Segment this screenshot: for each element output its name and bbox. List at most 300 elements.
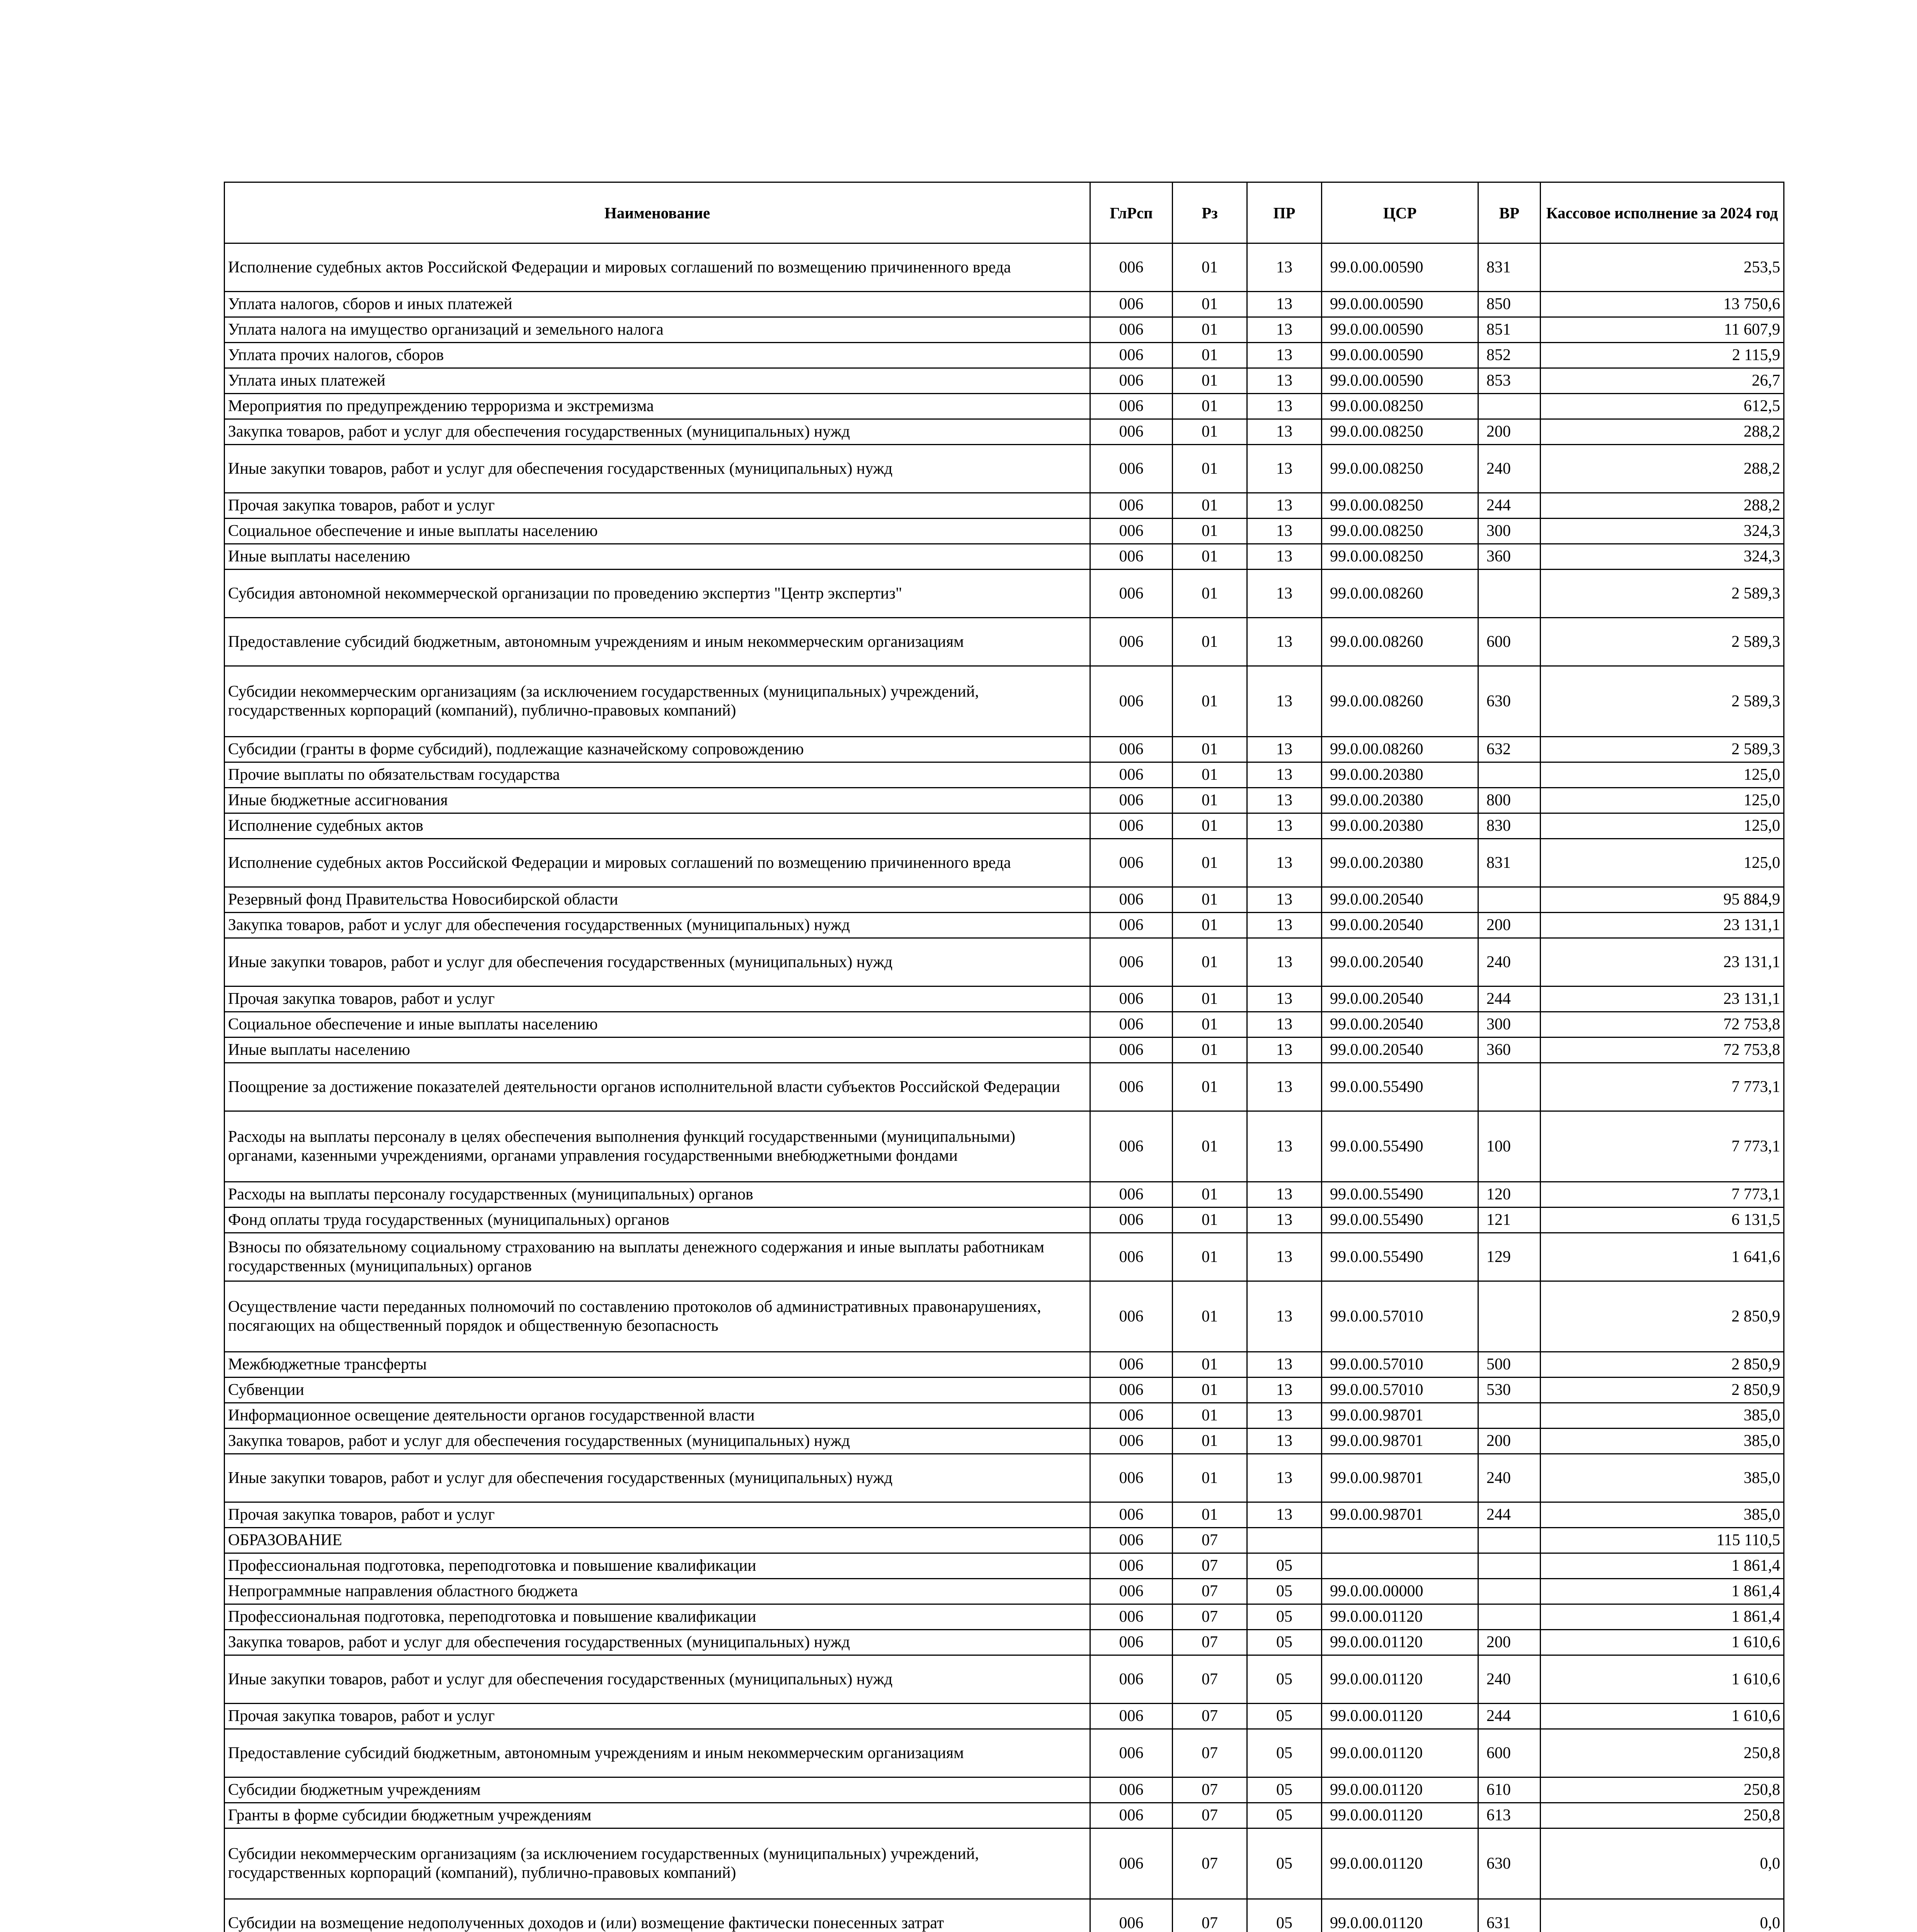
table-row xyxy=(225,1403,1784,1429)
cell-rz: 01 xyxy=(1173,1037,1247,1063)
cell-name: Поощрение за достижение показателей деятельности органов исполнительной власти субъектов Российской Федерации xyxy=(225,1063,1090,1111)
cell-csr: 99.0.00.57010 xyxy=(1322,1378,1478,1403)
cell-rz: 01 xyxy=(1173,570,1247,618)
table-row xyxy=(225,1182,1784,1208)
table-row xyxy=(225,737,1784,762)
table-row xyxy=(225,1899,1784,1932)
cell-vr: 360 xyxy=(1478,1037,1541,1063)
cell-vr: 600 xyxy=(1478,618,1541,666)
cell-vr: 831 xyxy=(1478,839,1541,887)
cell-amount: 1 610,6 xyxy=(1541,1655,1784,1704)
cell-csr xyxy=(1322,1528,1478,1553)
table-row xyxy=(225,1630,1784,1655)
cell-pr: 13 xyxy=(1247,1012,1322,1037)
cell-grp: 006 xyxy=(1090,813,1173,839)
cell-pr: 05 xyxy=(1247,1553,1322,1579)
cell-grp: 006 xyxy=(1090,1502,1173,1528)
cell-grp: 006 xyxy=(1090,1604,1173,1630)
cell-name: ОБРАЗОВАНИЕ xyxy=(225,1528,1090,1553)
cell-pr: 05 xyxy=(1247,1777,1322,1803)
cell-pr: 13 xyxy=(1247,292,1322,317)
cell-amount: 7 773,1 xyxy=(1541,1063,1784,1111)
cell-csr: 99.0.00.20380 xyxy=(1322,788,1478,813)
cell-amount: 288,2 xyxy=(1541,419,1784,445)
cell-pr: 13 xyxy=(1247,445,1322,493)
cell-csr: 99.0.00.00000 xyxy=(1322,1579,1478,1604)
cell-rz: 07 xyxy=(1173,1803,1247,1828)
cell-vr: 830 xyxy=(1478,813,1541,839)
cell-csr: 99.0.00.00590 xyxy=(1322,343,1478,368)
cell-name: Иные выплаты населению xyxy=(225,1037,1090,1063)
cell-pr: 05 xyxy=(1247,1604,1322,1630)
table-row xyxy=(225,1704,1784,1729)
cell-grp: 006 xyxy=(1090,1553,1173,1579)
cell-amount: 0,0 xyxy=(1541,1899,1784,1932)
cell-name: Субсидии бюджетным учреждениям xyxy=(225,1777,1090,1803)
cell-pr: 13 xyxy=(1247,394,1322,419)
cell-grp: 006 xyxy=(1090,1012,1173,1037)
cell-name: Иные закупки товаров, работ и услуг для обеспечения государственных (муниципальных) нужд xyxy=(225,445,1090,493)
cell-grp: 006 xyxy=(1090,1037,1173,1063)
cell-amount: 250,8 xyxy=(1541,1803,1784,1828)
cell-name: Субвенции xyxy=(225,1378,1090,1403)
cell-csr: 99.0.00.08260 xyxy=(1322,618,1478,666)
cell-vr: 630 xyxy=(1478,1828,1541,1899)
cell-csr: 99.0.00.00590 xyxy=(1322,292,1478,317)
cell-csr: 99.0.00.08260 xyxy=(1322,570,1478,618)
cell-rz: 01 xyxy=(1173,394,1247,419)
cell-pr: 13 xyxy=(1247,1281,1322,1352)
cell-name: Закупка товаров, работ и услуг для обеспечения государственных (муниципальных) нужд xyxy=(225,1630,1090,1655)
table-row xyxy=(225,394,1784,419)
cell-grp: 006 xyxy=(1090,839,1173,887)
cell-name: Уплата налогов, сборов и иных платежей xyxy=(225,292,1090,317)
cell-pr xyxy=(1247,1528,1322,1553)
cell-rz: 01 xyxy=(1173,544,1247,570)
cell-rz: 01 xyxy=(1173,1182,1247,1208)
cell-vr: 852 xyxy=(1478,343,1541,368)
cell-grp: 006 xyxy=(1090,1803,1173,1828)
cell-vr: 300 xyxy=(1478,1012,1541,1037)
cell-amount: 2 589,3 xyxy=(1541,666,1784,737)
cell-grp: 006 xyxy=(1090,1378,1173,1403)
cell-pr: 05 xyxy=(1247,1729,1322,1777)
cell-vr xyxy=(1478,394,1541,419)
table-row xyxy=(225,292,1784,317)
cell-rz: 01 xyxy=(1173,1403,1247,1429)
cell-rz: 01 xyxy=(1173,493,1247,519)
cell-vr: 244 xyxy=(1478,493,1541,519)
cell-pr: 13 xyxy=(1247,519,1322,544)
cell-name: Закупка товаров, работ и услуг для обеспечения государственных (муниципальных) нужд xyxy=(225,419,1090,445)
cell-name: Исполнение судебных актов Российской Федерации и мировых соглашений по возмещению причиненного вреда xyxy=(225,839,1090,887)
cell-pr: 13 xyxy=(1247,887,1322,913)
cell-grp: 006 xyxy=(1090,317,1173,343)
cell-rz: 01 xyxy=(1173,1378,1247,1403)
cell-csr: 99.0.00.08250 xyxy=(1322,544,1478,570)
cell-vr: 632 xyxy=(1478,737,1541,762)
cell-vr: 240 xyxy=(1478,1454,1541,1502)
cell-csr: 99.0.00.98701 xyxy=(1322,1403,1478,1429)
cell-amount: 385,0 xyxy=(1541,1502,1784,1528)
table-row xyxy=(225,343,1784,368)
cell-grp: 006 xyxy=(1090,1899,1173,1932)
table-row xyxy=(225,419,1784,445)
cell-rz: 01 xyxy=(1173,292,1247,317)
cell-rz: 07 xyxy=(1173,1630,1247,1655)
cell-rz: 01 xyxy=(1173,1233,1247,1281)
cell-grp: 006 xyxy=(1090,762,1173,788)
cell-rz: 01 xyxy=(1173,1281,1247,1352)
cell-vr: 240 xyxy=(1478,1655,1541,1704)
col-header-vr: ВР xyxy=(1478,182,1541,243)
col-header-csr: ЦСР xyxy=(1322,182,1478,243)
cell-name: Иные бюджетные ассигнования xyxy=(225,788,1090,813)
cell-pr: 13 xyxy=(1247,839,1322,887)
cell-amount: 7 773,1 xyxy=(1541,1111,1784,1182)
table-row xyxy=(225,1528,1784,1553)
cell-rz: 01 xyxy=(1173,618,1247,666)
cell-amount: 125,0 xyxy=(1541,839,1784,887)
cell-vr xyxy=(1478,1281,1541,1352)
table-row xyxy=(225,445,1784,493)
cell-amount: 1 861,4 xyxy=(1541,1604,1784,1630)
cell-grp: 006 xyxy=(1090,570,1173,618)
cell-name: Иные выплаты населению xyxy=(225,544,1090,570)
cell-pr: 13 xyxy=(1247,938,1322,986)
cell-vr: 360 xyxy=(1478,544,1541,570)
table-row xyxy=(225,1604,1784,1630)
cell-rz: 01 xyxy=(1173,788,1247,813)
cell-name: Расходы на выплаты персоналу в целях обеспечения выполнения функций государственными (муниципальными) органами, казенными учреждениями, органами управления государственными внебюджетными фондами xyxy=(225,1111,1090,1182)
table-row xyxy=(225,839,1784,887)
table-header-row xyxy=(225,182,1784,243)
cell-grp: 006 xyxy=(1090,986,1173,1012)
cell-name: Субсидии (гранты в форме субсидий), подлежащие казначейскому сопровождению xyxy=(225,737,1090,762)
table-row xyxy=(225,618,1784,666)
table-row xyxy=(225,1502,1784,1528)
cell-vr xyxy=(1478,1403,1541,1429)
cell-rz: 01 xyxy=(1173,1063,1247,1111)
cell-name: Закупка товаров, работ и услуг для обеспечения государственных (муниципальных) нужд xyxy=(225,1429,1090,1454)
cell-csr: 99.0.00.08250 xyxy=(1322,519,1478,544)
cell-grp: 006 xyxy=(1090,737,1173,762)
cell-vr: 853 xyxy=(1478,368,1541,394)
cell-pr: 13 xyxy=(1247,1111,1322,1182)
cell-grp: 006 xyxy=(1090,1429,1173,1454)
cell-pr: 13 xyxy=(1247,368,1322,394)
cell-rz: 07 xyxy=(1173,1777,1247,1803)
cell-vr xyxy=(1478,1063,1541,1111)
cell-amount: 2 589,3 xyxy=(1541,618,1784,666)
cell-amount: 11 607,9 xyxy=(1541,317,1784,343)
cell-pr: 13 xyxy=(1247,1352,1322,1378)
table-row xyxy=(225,913,1784,938)
cell-pr: 05 xyxy=(1247,1655,1322,1704)
cell-rz: 01 xyxy=(1173,243,1247,292)
cell-vr: 100 xyxy=(1478,1111,1541,1182)
cell-name: Иные закупки товаров, работ и услуг для обеспечения государственных (муниципальных) нужд xyxy=(225,1655,1090,1704)
cell-name: Социальное обеспечение и иные выплаты населению xyxy=(225,519,1090,544)
table-row xyxy=(225,1454,1784,1502)
table-row xyxy=(225,1429,1784,1454)
cell-grp: 006 xyxy=(1090,938,1173,986)
cell-amount: 2 589,3 xyxy=(1541,737,1784,762)
cell-amount: 385,0 xyxy=(1541,1454,1784,1502)
cell-amount: 0,0 xyxy=(1541,1828,1784,1899)
table-row xyxy=(225,986,1784,1012)
cell-rz: 07 xyxy=(1173,1528,1247,1553)
cell-csr: 99.0.00.08250 xyxy=(1322,419,1478,445)
cell-amount: 1 610,6 xyxy=(1541,1704,1784,1729)
cell-vr xyxy=(1478,762,1541,788)
cell-csr: 99.0.00.20540 xyxy=(1322,986,1478,1012)
table-row xyxy=(225,1777,1784,1803)
cell-grp: 006 xyxy=(1090,394,1173,419)
cell-amount: 72 753,8 xyxy=(1541,1037,1784,1063)
cell-vr: 200 xyxy=(1478,1429,1541,1454)
cell-vr xyxy=(1478,1553,1541,1579)
cell-name: Взносы по обязательному социальному страхованию на выплаты денежного содержания и иные выплаты работникам государственных (муниципальных) органов xyxy=(225,1233,1090,1281)
cell-name: Профессиональная подготовка, переподготовка и повышение квалификации xyxy=(225,1604,1090,1630)
cell-name: Субсидия автономной некоммерческой организации по проведению экспертиз "Центр экспертиз" xyxy=(225,570,1090,618)
table-row xyxy=(225,1553,1784,1579)
cell-csr: 99.0.00.00590 xyxy=(1322,317,1478,343)
cell-csr: 99.0.00.01120 xyxy=(1322,1704,1478,1729)
cell-csr: 99.0.00.20380 xyxy=(1322,839,1478,887)
cell-rz: 01 xyxy=(1173,1012,1247,1037)
cell-name: Субсидии некоммерческим организациям (за исключением государственных (муниципальных) учреждений, государственных корпораций (компаний), публично-правовых компаний) xyxy=(225,666,1090,737)
cell-pr: 13 xyxy=(1247,1037,1322,1063)
cell-pr: 13 xyxy=(1247,243,1322,292)
cell-name: Иные закупки товаров, работ и услуг для обеспечения государственных (муниципальных) нужд xyxy=(225,938,1090,986)
cell-grp: 006 xyxy=(1090,419,1173,445)
cell-csr: 99.0.00.98701 xyxy=(1322,1454,1478,1502)
cell-csr: 99.0.00.20540 xyxy=(1322,887,1478,913)
cell-rz: 01 xyxy=(1173,839,1247,887)
cell-grp: 006 xyxy=(1090,292,1173,317)
cell-pr: 05 xyxy=(1247,1579,1322,1604)
cell-vr: 244 xyxy=(1478,1502,1541,1528)
cell-rz: 01 xyxy=(1173,1208,1247,1233)
cell-pr: 13 xyxy=(1247,762,1322,788)
cell-vr: 600 xyxy=(1478,1729,1541,1777)
cell-csr: 99.0.00.01120 xyxy=(1322,1655,1478,1704)
cell-name: Исполнение судебных актов xyxy=(225,813,1090,839)
cell-amount: 125,0 xyxy=(1541,813,1784,839)
cell-pr: 13 xyxy=(1247,986,1322,1012)
cell-grp: 006 xyxy=(1090,1454,1173,1502)
cell-pr: 05 xyxy=(1247,1828,1322,1899)
cell-rz: 01 xyxy=(1173,762,1247,788)
cell-grp: 006 xyxy=(1090,1704,1173,1729)
cell-grp: 006 xyxy=(1090,1528,1173,1553)
table-row xyxy=(225,887,1784,913)
cell-amount: 23 131,1 xyxy=(1541,986,1784,1012)
cell-name: Уплата иных платежей xyxy=(225,368,1090,394)
table-row xyxy=(225,1729,1784,1777)
cell-amount: 324,3 xyxy=(1541,519,1784,544)
cell-amount: 250,8 xyxy=(1541,1729,1784,1777)
cell-pr: 05 xyxy=(1247,1899,1322,1932)
cell-vr xyxy=(1478,887,1541,913)
cell-grp: 006 xyxy=(1090,1777,1173,1803)
cell-grp: 006 xyxy=(1090,1111,1173,1182)
cell-rz: 01 xyxy=(1173,519,1247,544)
table-row xyxy=(225,666,1784,737)
cell-grp: 006 xyxy=(1090,1828,1173,1899)
cell-rz: 01 xyxy=(1173,368,1247,394)
col-header-name: Наименование xyxy=(225,182,1090,243)
cell-name: Прочая закупка товаров, работ и услуг xyxy=(225,986,1090,1012)
cell-grp: 006 xyxy=(1090,887,1173,913)
cell-rz: 01 xyxy=(1173,887,1247,913)
cell-csr: 99.0.00.20540 xyxy=(1322,1037,1478,1063)
cell-vr xyxy=(1478,570,1541,618)
cell-name: Закупка товаров, работ и услуг для обеспечения государственных (муниципальных) нужд xyxy=(225,913,1090,938)
cell-grp: 006 xyxy=(1090,1233,1173,1281)
cell-amount: 612,5 xyxy=(1541,394,1784,419)
cell-amount: 7 773,1 xyxy=(1541,1182,1784,1208)
cell-rz: 07 xyxy=(1173,1579,1247,1604)
cell-csr: 99.0.00.08260 xyxy=(1322,666,1478,737)
cell-csr: 99.0.00.55490 xyxy=(1322,1182,1478,1208)
cell-amount: 2 850,9 xyxy=(1541,1378,1784,1403)
cell-name: Субсидии некоммерческим организациям (за исключением государственных (муниципальных) учреждений, государственных корпораций (компаний), публично-правовых компаний) xyxy=(225,1828,1090,1899)
cell-vr: 530 xyxy=(1478,1378,1541,1403)
cell-vr: 200 xyxy=(1478,1630,1541,1655)
table-row xyxy=(225,1037,1784,1063)
budget-table xyxy=(224,182,1784,1932)
cell-pr: 13 xyxy=(1247,1429,1322,1454)
cell-csr: 99.0.00.20380 xyxy=(1322,762,1478,788)
cell-vr: 631 xyxy=(1478,1899,1541,1932)
cell-amount: 26,7 xyxy=(1541,368,1784,394)
cell-csr: 99.0.00.01120 xyxy=(1322,1803,1478,1828)
cell-grp: 006 xyxy=(1090,1655,1173,1704)
cell-name: Социальное обеспечение и иные выплаты населению xyxy=(225,1012,1090,1037)
cell-csr: 99.0.00.55490 xyxy=(1322,1111,1478,1182)
cell-csr: 99.0.00.57010 xyxy=(1322,1281,1478,1352)
cell-grp: 006 xyxy=(1090,368,1173,394)
cell-vr xyxy=(1478,1604,1541,1630)
table-body xyxy=(225,243,1784,1932)
cell-amount: 13 750,6 xyxy=(1541,292,1784,317)
cell-pr: 13 xyxy=(1247,544,1322,570)
table-row xyxy=(225,519,1784,544)
cell-amount: 253,5 xyxy=(1541,243,1784,292)
cell-name: Прочая закупка товаров, работ и услуг xyxy=(225,493,1090,519)
cell-rz: 01 xyxy=(1173,737,1247,762)
cell-vr: 120 xyxy=(1478,1182,1541,1208)
table-row xyxy=(225,788,1784,813)
cell-vr: 200 xyxy=(1478,913,1541,938)
cell-amount: 23 131,1 xyxy=(1541,913,1784,938)
cell-rz: 01 xyxy=(1173,343,1247,368)
cell-rz: 01 xyxy=(1173,1502,1247,1528)
col-header-amount: Кассовое исполнение за 2024 год xyxy=(1541,182,1784,243)
cell-vr: 850 xyxy=(1478,292,1541,317)
table-row xyxy=(225,1281,1784,1352)
cell-amount: 385,0 xyxy=(1541,1403,1784,1429)
cell-pr: 13 xyxy=(1247,1403,1322,1429)
cell-vr: 240 xyxy=(1478,445,1541,493)
cell-csr: 99.0.00.08250 xyxy=(1322,445,1478,493)
cell-grp: 006 xyxy=(1090,666,1173,737)
table-row xyxy=(225,1233,1784,1281)
cell-grp: 006 xyxy=(1090,493,1173,519)
cell-csr: 99.0.00.01120 xyxy=(1322,1630,1478,1655)
cell-rz: 01 xyxy=(1173,1352,1247,1378)
cell-grp: 006 xyxy=(1090,1403,1173,1429)
cell-amount: 1 861,4 xyxy=(1541,1579,1784,1604)
cell-name: Иные закупки товаров, работ и услуг для обеспечения государственных (муниципальных) нужд xyxy=(225,1454,1090,1502)
cell-csr: 99.0.00.98701 xyxy=(1322,1429,1478,1454)
cell-csr: 99.0.00.08250 xyxy=(1322,394,1478,419)
cell-amount: 23 131,1 xyxy=(1541,938,1784,986)
cell-pr: 13 xyxy=(1247,317,1322,343)
cell-name: Прочие выплаты по обязательствам государства xyxy=(225,762,1090,788)
cell-amount: 1 861,4 xyxy=(1541,1553,1784,1579)
cell-name: Межбюджетные трансферты xyxy=(225,1352,1090,1378)
cell-grp: 006 xyxy=(1090,243,1173,292)
cell-pr: 13 xyxy=(1247,493,1322,519)
cell-name: Профессиональная подготовка, переподготовка и повышение квалификации xyxy=(225,1553,1090,1579)
table-row xyxy=(225,493,1784,519)
cell-grp: 006 xyxy=(1090,1579,1173,1604)
cell-pr: 13 xyxy=(1247,666,1322,737)
cell-grp: 006 xyxy=(1090,544,1173,570)
cell-grp: 006 xyxy=(1090,913,1173,938)
cell-pr: 13 xyxy=(1247,1454,1322,1502)
cell-csr: 99.0.00.55490 xyxy=(1322,1063,1478,1111)
cell-csr: 99.0.00.08260 xyxy=(1322,737,1478,762)
cell-csr: 99.0.00.00590 xyxy=(1322,243,1478,292)
col-header-grp: ГлРсп xyxy=(1090,182,1173,243)
cell-csr: 99.0.00.20540 xyxy=(1322,1012,1478,1037)
cell-amount: 2 850,9 xyxy=(1541,1281,1784,1352)
cell-pr: 05 xyxy=(1247,1803,1322,1828)
cell-rz: 07 xyxy=(1173,1729,1247,1777)
cell-vr: 800 xyxy=(1478,788,1541,813)
cell-pr: 13 xyxy=(1247,788,1322,813)
cell-name: Гранты в форме субсидии бюджетным учреждениям xyxy=(225,1803,1090,1828)
cell-rz: 01 xyxy=(1173,419,1247,445)
cell-vr: 300 xyxy=(1478,519,1541,544)
cell-grp: 006 xyxy=(1090,1630,1173,1655)
table-row xyxy=(225,762,1784,788)
cell-amount: 2 115,9 xyxy=(1541,343,1784,368)
cell-csr: 99.0.00.01120 xyxy=(1322,1604,1478,1630)
cell-name: Фонд оплаты труда государственных (муниципальных) органов xyxy=(225,1208,1090,1233)
cell-amount: 288,2 xyxy=(1541,493,1784,519)
cell-vr: 630 xyxy=(1478,666,1541,737)
cell-vr: 244 xyxy=(1478,986,1541,1012)
cell-pr: 13 xyxy=(1247,737,1322,762)
cell-grp: 006 xyxy=(1090,1729,1173,1777)
cell-name: Резервный фонд Правительства Новосибирской области xyxy=(225,887,1090,913)
cell-pr: 13 xyxy=(1247,618,1322,666)
table-row xyxy=(225,368,1784,394)
table-row xyxy=(225,1828,1784,1899)
cell-vr: 831 xyxy=(1478,243,1541,292)
cell-vr: 613 xyxy=(1478,1803,1541,1828)
cell-csr: 99.0.00.98701 xyxy=(1322,1502,1478,1528)
cell-amount: 1 610,6 xyxy=(1541,1630,1784,1655)
cell-csr: 99.0.00.01120 xyxy=(1322,1899,1478,1932)
col-header-rz: Рз xyxy=(1173,182,1247,243)
table-row xyxy=(225,1803,1784,1828)
